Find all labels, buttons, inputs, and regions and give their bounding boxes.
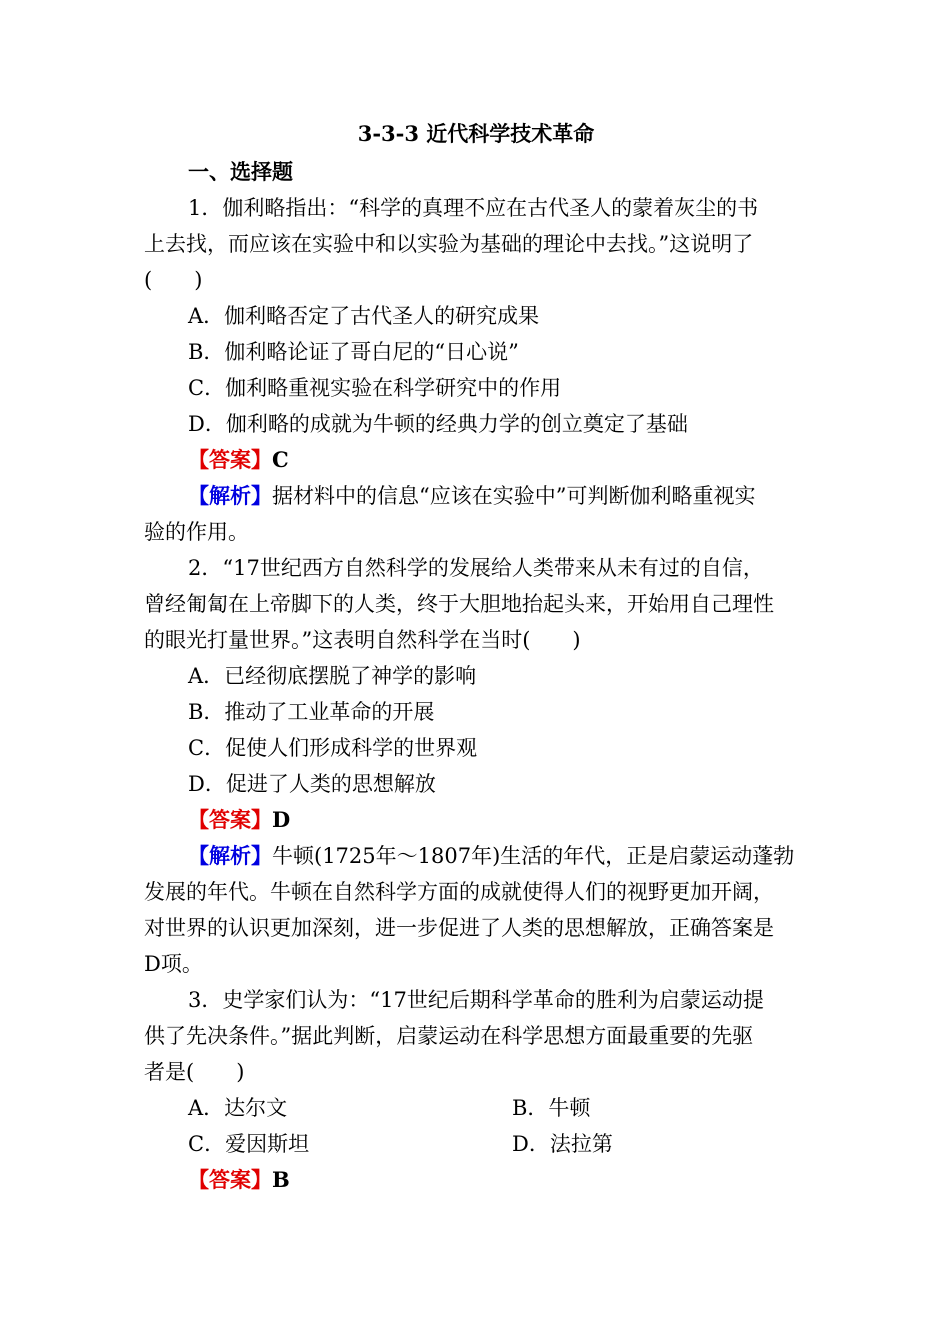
q2-option-d: D．促进了人类的思想解放: [188, 772, 436, 796]
q3-stem-line: 供了先决条件。”据此判断，启蒙运动在科学思想方面最重要的先驱: [144, 1024, 754, 1048]
q3-option-c: C．爱因斯坦: [188, 1132, 310, 1156]
q3-stem-line: 3．史学家们认为：“17世纪后期科学革命的胜利为启蒙运动提: [188, 988, 764, 1012]
q2-analysis-line: 对世界的认识更加深刻，进一步促进了人类的思想解放，正确答案是: [144, 916, 774, 940]
analysis-tag: 【解析】: [188, 843, 272, 868]
q2-analysis-line: 发展的年代。牛顿在自然科学方面的成就使得人们的视野更加开阔，: [144, 880, 774, 904]
page-title: 3-3-3 近代科学技术革命: [357, 121, 595, 146]
q3-stem-line: 者是( ): [144, 1060, 245, 1084]
q3-answer: [144, 1162, 808, 1198]
q1-stem-line: 1．伽利略指出：“科学的真理不应在古代圣人的蒙着灰尘的书: [188, 196, 759, 220]
q2-analysis-line: D项。: [144, 952, 203, 976]
q3-option-a: A．达尔文: [188, 1096, 288, 1120]
answer-value: C: [272, 447, 289, 472]
q1-answer: [144, 442, 808, 478]
q1-analysis: [144, 478, 808, 514]
analysis-tag: 【解析】: [188, 483, 272, 508]
q1-option-d: D．伽利略的成就为牛顿的经典力学的创立奠定了基础: [188, 412, 688, 436]
q2-option-b: B．推动了工业革命的开展: [188, 700, 435, 724]
q1-option-b: B．伽利略论证了哥白尼的“日心说”: [188, 340, 519, 364]
q2-analysis: [144, 838, 808, 874]
q2-option-a: A．已经彻底摆脱了神学的影响: [188, 664, 477, 688]
q2-answer: [144, 802, 808, 838]
answer-tag: 【答案】: [188, 447, 272, 472]
q3-options-row: [144, 1126, 808, 1162]
answer-tag: 【答案】: [188, 807, 272, 832]
q1-option-c: C．伽利略重视实验在科学研究中的作用: [188, 376, 562, 400]
q1-stem-line: ( ): [144, 268, 203, 292]
analysis-text: 牛顿(1725年～1807年)生活的年代，正是启蒙运动蓬勃: [272, 844, 795, 868]
answer-value: B: [272, 1167, 290, 1192]
q2-option-c: C．促使人们形成科学的世界观: [188, 736, 478, 760]
q1-analysis-line: 验的作用。: [144, 520, 249, 544]
analysis-text: 据材料中的信息“应该在实验中”可判断伽利略重视实: [272, 484, 756, 508]
answer-tag: 【答案】: [188, 1167, 272, 1192]
q3-options-row: [144, 1090, 808, 1126]
q1-option-a: A．伽利略否定了古代圣人的研究成果: [188, 304, 540, 328]
q2-stem-line: 的眼光打量世界。”这表明自然科学在当时( ): [144, 628, 581, 652]
q3-option-b: B．牛顿: [512, 1096, 591, 1120]
section-heading: 一、选择题: [188, 159, 293, 184]
document-page: [144, 116, 808, 1198]
q2-stem-line: 2．“17世纪西方自然科学的发展给人类带来从未有过的自信，: [188, 556, 764, 580]
answer-value: D: [272, 807, 291, 832]
q3-option-d: D．法拉第: [512, 1132, 613, 1156]
q2-stem-line: 曾经匍匐在上帝脚下的人类，终于大胆地抬起头来，开始用自己理性: [144, 592, 774, 616]
q1-stem-line: 上去找，而应该在实验中和以实验为基础的理论中去找。”这说明了: [144, 232, 754, 256]
